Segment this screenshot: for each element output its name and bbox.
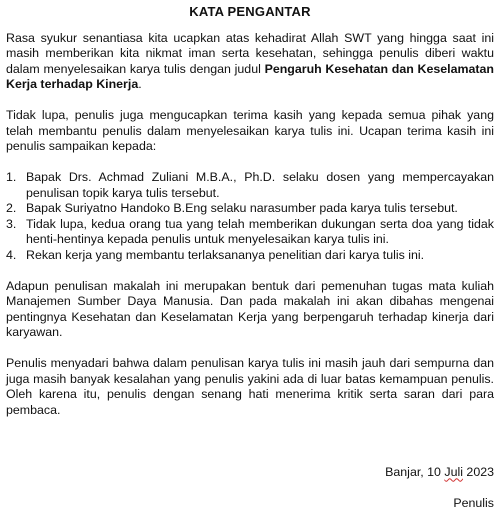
list-text: Bapak Suriyatno Handoko B.Eng selaku narasumber pada karya tulis tersebut. (26, 201, 494, 217)
page-title: KATA PENGANTAR (6, 4, 494, 20)
list-item (6, 201, 494, 217)
signer: Penulis (6, 496, 494, 511)
year: 2023 (463, 465, 494, 479)
thanks-list (6, 170, 494, 263)
list-text: Rekan kerja yang membantu terlaksananya penelitian dari karya tulis ini. (26, 248, 494, 264)
spacer (6, 263, 494, 279)
spacer (6, 449, 494, 465)
list-text: Bapak Drs. Achmad Zuliani M.B.A., Ph.D. selaku dosen yang mempercayakan penulisan topik karya tulis tersebut. (26, 170, 494, 201)
list-number: 2. (6, 201, 26, 217)
paragraph-intro (6, 31, 494, 93)
intro-text: Rasa syukur senantiasa kita ucapkan atas kehadirat Allah SWT yang hingga saat ini masih memberikan kita nikmat iman serta kesehatan, sehingga penulis diberi waktu dalam menyelesaikan karya tulis dengan judul (6, 31, 494, 76)
list-text: Tidak lupa, kedua orang tua yang telah memberikan dukungan serta doa yang tidak henti-hentinya kepada penulis untuk menyelesaikan karya tulis ini. (26, 217, 494, 248)
spacer (6, 434, 494, 450)
spacer (6, 341, 494, 357)
intro-period: . (138, 77, 141, 91)
list-item (6, 170, 494, 201)
paragraph-closing: Penulis menyadari bahwa dalam penulisan karya tulis ini masih jauh dari sempurna dan juga masih banyak kesalahan yang penulis yakini ada di luar batas kemampuan penulis. Oleh karena itu, penulis dengan senang hati menerima kritik serta saran dari para pembaca. (6, 356, 494, 418)
list-number: 3. (6, 217, 26, 248)
spacer (6, 418, 494, 434)
list-item (6, 248, 494, 264)
list-number: 4. (6, 248, 26, 264)
month-spellcheck-word[interactable]: Juli (444, 465, 463, 479)
paragraph-purpose: Adapun penulisan makalah ini merupakan bentuk dari pemenuhan tugas mata kuliah Manajemen Sumber Daya Manusia. Dan pada makalah ini akan dibahas mengenai pentingnya Kesehatan dan Keselamatan Kerja yang berpengaruh terhadap kinerja dari karyawan. (6, 279, 494, 341)
spacer (6, 155, 494, 171)
spacer (6, 93, 494, 109)
list-number: 1. (6, 170, 26, 201)
place-date (6, 465, 494, 481)
thesis-title: Pengaruh Kesehatan dan Keselamatan Kerja terhadap Kinerja (6, 62, 494, 92)
list-item (6, 217, 494, 248)
spacer (6, 480, 494, 496)
place-day: Banjar, 10 (385, 465, 444, 479)
paragraph-thanks: Tidak lupa, penulis juga mengucapkan terima kasih yang kepada semua pihak yang telah membantu penulis dalam menyelesaikan karya tulis ini. Ucapan terima kasih ini penulis sampaikan kepada: (6, 108, 494, 155)
